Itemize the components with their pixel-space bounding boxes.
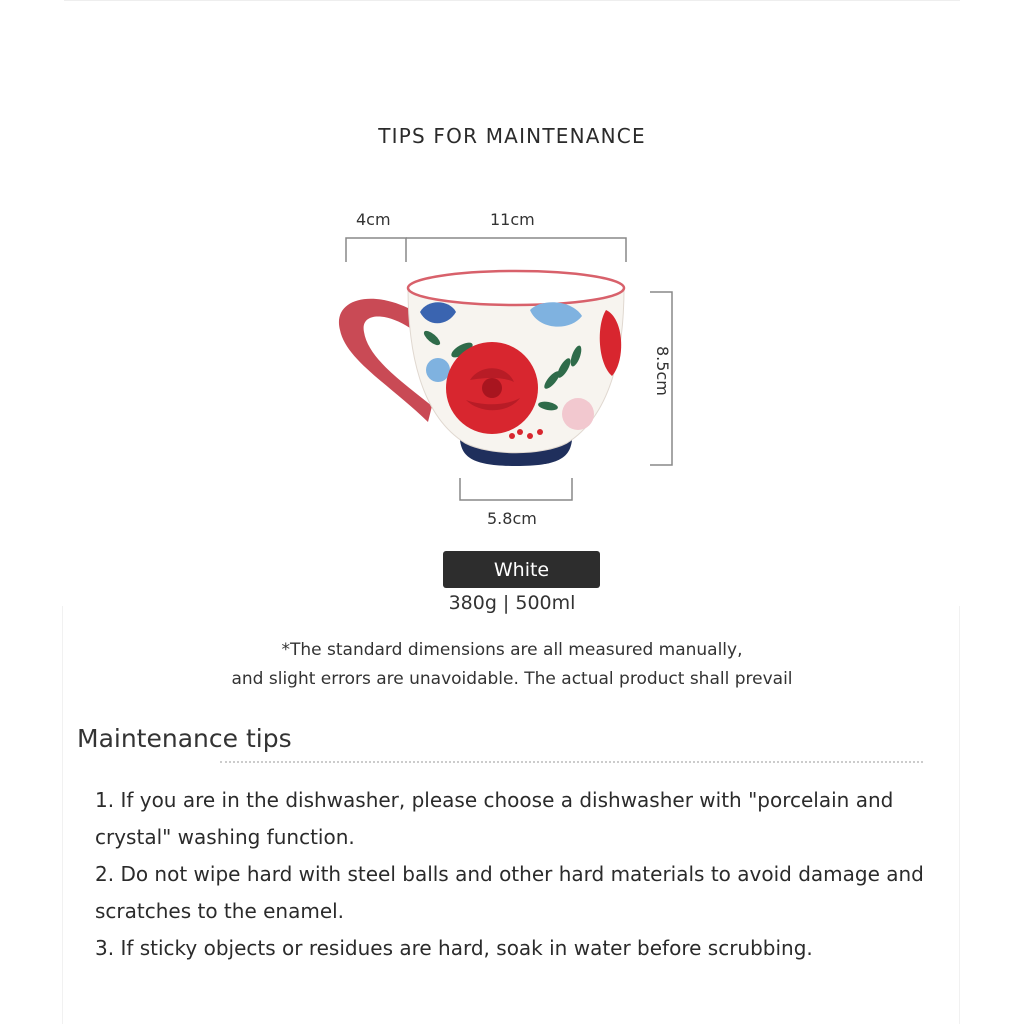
tip-line: 2. Do not wipe hard with steel balls and other hard materials to avoid damage and <box>95 862 924 886</box>
top-divider <box>64 0 960 1</box>
pink-flower <box>562 398 594 430</box>
tip-line: 3. If sticky objects or residues are hard, soak in water before scrubbing. <box>95 936 813 960</box>
rose <box>446 342 538 434</box>
tip-line: 1. If you are in the dishwasher, please choose a dishwasher with "porcelain and <box>95 788 894 812</box>
tip-line: crystal" washing function. <box>95 825 355 849</box>
product-spec: 380g | 500ml <box>448 592 576 614</box>
dimension-handle-label: 4cm <box>356 210 391 229</box>
petal-blue-small <box>426 358 450 382</box>
dimension-width-label: 11cm <box>490 210 535 229</box>
measurement-note-line1: *The standard dimensions are all measured manually, <box>281 640 743 660</box>
product-dimension-figure <box>320 200 720 540</box>
maintenance-heading: Maintenance tips <box>77 724 292 753</box>
mug-rim <box>408 271 624 305</box>
page-title: TIPS FOR MAINTENANCE <box>378 124 646 148</box>
measurement-note-line2: and slight errors are unavoidable. The actual product shall prevail <box>231 669 793 689</box>
dotted-divider <box>220 761 923 763</box>
dimension-base-label: 5.8cm <box>487 509 537 528</box>
dimension-height-label: 8.5cm <box>653 346 672 396</box>
tip-line: scratches to the enamel. <box>95 899 345 923</box>
color-option-badge[interactable]: White <box>443 551 600 588</box>
